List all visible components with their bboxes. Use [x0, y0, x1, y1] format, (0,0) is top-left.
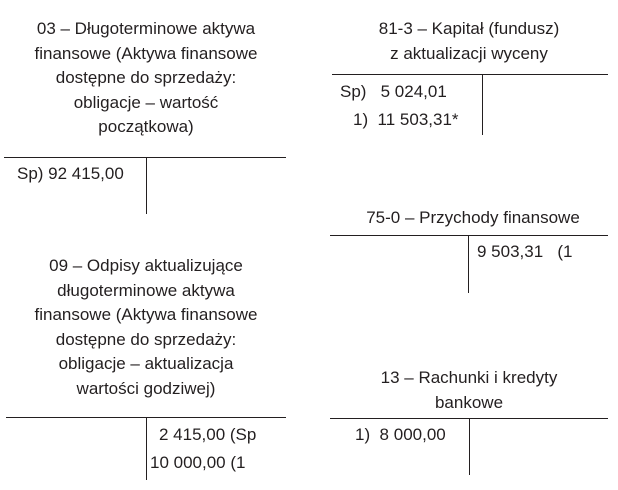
account-09-title-line: długoterminowe aktywa: [57, 280, 235, 300]
account-03-debit-entry: Sp) 92 415,00: [17, 164, 124, 183]
account-13-title-line: bankowe: [434, 392, 504, 412]
account-09-credit-entry: 10 000,00 (1: [150, 453, 246, 472]
account-81-3-debit-entry: 1) 11 503,31*: [353, 110, 459, 129]
account-09-credit-entry: 2 415,00 (Sp: [159, 425, 257, 444]
account-03-title-line: obligacje – wartość: [73, 92, 219, 112]
account-13-title: [328, 366, 610, 415]
account-75-0-title-line: 75-0 – Przychody finansowe: [366, 208, 580, 227]
account-75-0-horizontal-rule: [330, 235, 608, 236]
account-03-title-line: dostępne do sprzedaży:: [55, 68, 237, 87]
account-09-title-line: obligacje – aktualizacja: [58, 354, 234, 373]
account-75-0-title: [328, 206, 618, 231]
account-03-title: [0, 17, 292, 140]
account-03-title-line: początkowa): [98, 117, 194, 136]
account-81-3-title: [328, 17, 610, 66]
account-09-vertical-rule: [146, 417, 147, 480]
account-03-title-line: 03 – Długoterminowe aktywa: [36, 19, 256, 38]
account-03-horizontal-rule: [4, 157, 286, 158]
account-81-3-horizontal-rule: [332, 74, 608, 75]
account-75-0-vertical-rule: [468, 235, 469, 293]
account-09-title-line: wartości godziwej): [76, 378, 216, 398]
account-09-title-line: finansowe (Aktywa finansowe: [34, 305, 258, 324]
account-13-vertical-rule: [469, 418, 470, 475]
account-75-0-credit-entry: 9 503,31 (1: [477, 242, 573, 261]
account-03-vertical-rule: [146, 157, 147, 214]
account-81-3-debit-entry: Sp) 5 024,01: [340, 82, 447, 101]
account-81-3-vertical-rule: [482, 74, 483, 135]
account-09-title: [0, 254, 292, 401]
account-81-3-title-line: 81-3 – Kapitał (fundusz): [378, 19, 560, 38]
account-13-debit-entry: 1) 8 000,00: [355, 425, 446, 444]
account-03-title-line: finansowe (Aktywa finansowe: [34, 43, 258, 63]
account-09-title-line: dostępne do sprzedaży:: [55, 329, 237, 349]
account-09-title-line: 09 – Odpisy aktualizujące: [49, 256, 243, 275]
account-13-title-line: 13 – Rachunki i kredyty: [380, 368, 558, 387]
account-81-3-title-line: z aktualizacji wyceny: [390, 43, 548, 63]
